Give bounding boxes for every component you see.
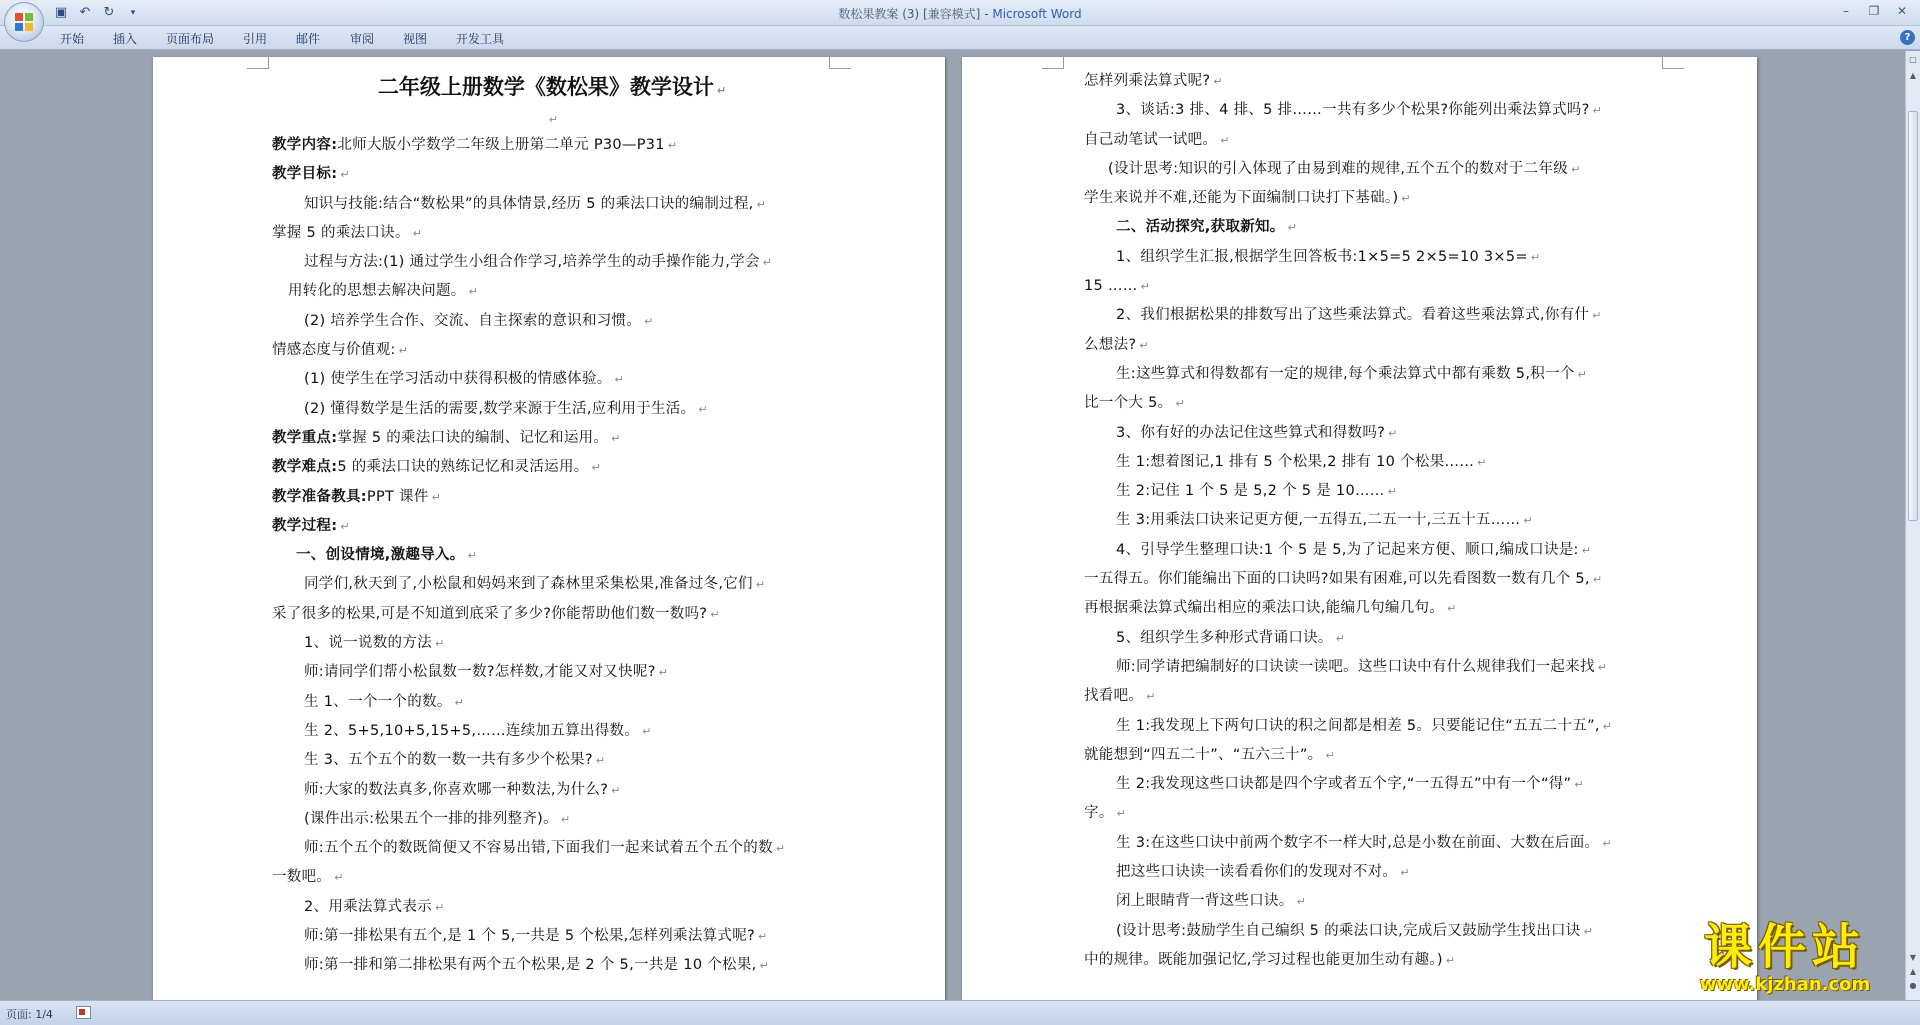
help-icon[interactable]: ?	[1900, 30, 1915, 45]
paragraph-line[interactable]	[1084, 331, 1664, 360]
paragraph-mark-icon: ↵	[1447, 602, 1457, 616]
paragraph-line[interactable]	[272, 131, 832, 160]
paragraph-text: 1、组织学生汇报,根据学生回答板书:1×5=5 2×5=10 3×5=	[1116, 248, 1528, 265]
paragraph-mark-icon: ↵	[1140, 280, 1151, 294]
proofing-icon[interactable]	[76, 1006, 91, 1019]
paragraph-mark-icon: ↵	[698, 402, 708, 416]
crop-mark	[829, 57, 851, 69]
paragraph-text: 5、组织学生多种形式背诵口诀。	[1116, 629, 1333, 646]
paragraph-line[interactable]	[272, 453, 832, 482]
paragraph-mark-icon: ↵	[1335, 631, 1346, 645]
office-button[interactable]	[4, 2, 44, 42]
app-name: Microsoft Word	[992, 7, 1082, 21]
undo-icon[interactable]: ↶	[79, 5, 91, 20]
paragraph-mark-icon: ↵	[1571, 162, 1581, 176]
paragraph-text: 师:第一排松果有五个,是 1 个 5,一共是 5 个松果,怎样列乘法算式呢?	[304, 928, 756, 945]
paragraph-line[interactable]	[272, 863, 832, 892]
paragraph-mark-icon: ↵	[1477, 455, 1487, 469]
paragraph-mark-icon: ↵	[431, 490, 442, 504]
tab-page-layout[interactable]: 页面布局	[166, 32, 215, 46]
paragraph-text: 找看吧。	[1084, 688, 1144, 705]
paragraph-line[interactable]	[1084, 946, 1664, 975]
paragraph-line[interactable]	[272, 307, 832, 336]
paragraph-line[interactable]	[272, 688, 832, 717]
paragraph-mark-icon: ↵	[434, 637, 445, 651]
paragraph-text: 就能想到“四五二十”、“五六三十”。	[1084, 746, 1323, 763]
tab-review[interactable]: 审阅	[350, 32, 375, 46]
tab-mailings[interactable]: 邮件	[296, 32, 321, 46]
paragraph-text: 学生来说并不难,还能为下面编制口诀打下基础。)	[1084, 190, 1399, 207]
crop-mark	[247, 57, 269, 69]
paragraph-text: (课件出示:松果五个一排的排列整齐)。	[304, 810, 558, 827]
paragraph-mark-icon: ↵	[1400, 866, 1410, 880]
paragraph-mark-icon: ↵	[644, 314, 654, 328]
page-2-content[interactable]	[1084, 67, 1664, 975]
paragraph-line[interactable]	[1084, 389, 1664, 418]
paragraph-text: 3、你有好的办法记住这些算式和得数吗?	[1116, 424, 1386, 441]
document-heading: 二年级上册数学《数松果》教学设计 ↵	[377, 75, 727, 99]
paragraph-text: 生 1:想着图记,1 排有 5 个松果,2 排有 10 个松果……	[1116, 453, 1475, 470]
paragraph-mark-icon: ↵	[1592, 573, 1603, 587]
paragraph-mark-icon: ↵	[642, 724, 652, 738]
paragraph-text: 生 2、5+5,10+5,15+5,……连续加五算出得数。	[304, 722, 640, 739]
paragraph-line[interactable]	[272, 190, 832, 219]
paragraph-text: PPT 课件	[366, 488, 429, 505]
paragraph-line[interactable]	[272, 483, 832, 512]
paragraph-line[interactable]	[1084, 96, 1664, 125]
section-label: 教学难点:	[272, 459, 338, 476]
paragraph-mark-icon: ↵	[1597, 660, 1608, 674]
paragraph-text: 师:同学请把编制好的口诀读一读吧。这些口诀中有什么规律我们一起来找	[1116, 658, 1595, 675]
paragraph-text: 生 2:记住 1 个 5 是 5,2 个 5 是 10……	[1116, 483, 1385, 500]
paragraph-text: 生 3、五个五个的数一数一共有多少个松果?	[304, 752, 593, 769]
watermark-logo-text: 课件站	[1703, 919, 1866, 975]
paragraph-line[interactable]	[1084, 155, 1664, 184]
paragraph-mark-icon: ↵	[710, 607, 720, 621]
paragraph-mark-icon: ↵	[398, 344, 409, 358]
paragraph-line[interactable]	[272, 922, 832, 951]
paragraph-text: 北师大版小学数学二年级上册第二单元 P30—P31	[337, 137, 665, 153]
paragraph-line[interactable]	[1084, 448, 1664, 477]
paragraph-mark-icon: ↵	[1387, 485, 1398, 499]
crop-mark	[1042, 57, 1064, 69]
title-bar	[0, 0, 1920, 26]
paragraph-line[interactable]	[272, 717, 832, 746]
paragraph-text: 怎样列乘法算式呢?	[1084, 73, 1211, 89]
paragraph-line[interactable]	[1084, 858, 1664, 887]
tab-view[interactable]: 视图	[403, 32, 428, 46]
close-icon[interactable]: ✕	[1896, 4, 1908, 18]
paragraph-line[interactable]	[272, 834, 832, 863]
paragraph-mark-icon: ↵	[1116, 807, 1127, 821]
paragraph-text: 生 3:在这些口诀中前两个数字不一样大时,总是小数在前面、大数在后面。	[1116, 834, 1600, 851]
watermark-url: www.kjzhan.com	[1699, 974, 1871, 995]
paragraph-line[interactable]	[272, 746, 832, 775]
paragraph-line[interactable]	[272, 277, 832, 306]
paragraph-text: 用转化的思想去解决问题。	[288, 283, 466, 300]
paragraph-mark-icon: ↵	[560, 812, 571, 826]
paragraph-text: 师:请同学们帮小松鼠数一数?怎样数,才能又对又快呢?	[304, 664, 656, 681]
paragraph-text: 2、我们根据松果的排数写出了这些乘法算式。看着这些乘法算式,你有什	[1116, 307, 1590, 324]
paragraph-line[interactable]	[272, 336, 832, 365]
paragraph-text: 情感态度与价值观:	[272, 342, 396, 359]
paragraph-line[interactable]	[1084, 360, 1664, 389]
paragraph-line[interactable]	[1084, 829, 1664, 858]
paragraph-text: 采了很多的松果,可是不知道到底采了多少?你能帮助他们数一数吗?	[272, 605, 708, 622]
paragraph-line[interactable]	[272, 248, 832, 277]
paragraph-text: 掌握 5 的乘法口诀。	[272, 224, 410, 241]
vertical-scrollbar[interactable]	[1905, 51, 1920, 1000]
paragraph-mark-icon: ↵	[334, 871, 344, 885]
paragraph-mark-icon: ↵	[412, 226, 423, 240]
paragraph-text: 一数吧。	[272, 869, 332, 886]
paragraph-line[interactable]	[1084, 67, 1664, 96]
paragraph-mark-icon: ↵	[468, 285, 479, 299]
paragraph-mark-icon: ↵	[611, 431, 621, 445]
paragraph-mark-icon: ↵	[1287, 221, 1298, 235]
minimize-icon[interactable]: –	[1843, 4, 1849, 18]
paragraph-line[interactable]	[1084, 565, 1664, 594]
paragraph-line[interactable]	[272, 629, 832, 658]
page-indicator[interactable]: 页面: 1/4	[6, 1008, 53, 1021]
paragraph-mark-icon: ↵	[755, 578, 766, 592]
ribbon-tabs	[0, 26, 1920, 50]
paragraph-text: 中的规律。既能加强记忆,学习过程也能更加生动有趣。)	[1084, 951, 1443, 968]
paragraph-text: 15 ……	[1084, 278, 1138, 295]
paragraph-line[interactable]	[272, 512, 832, 541]
previous-page-icon[interactable]: ▲	[1909, 967, 1917, 976]
paragraph-line[interactable]	[272, 160, 832, 189]
paragraph-mark-icon: ↵	[756, 197, 767, 211]
paragraph-mark-icon: ↵	[1602, 836, 1612, 850]
paragraph-text: 5 的乘法口诀的熟练记忆和灵活运用。	[337, 459, 589, 476]
paragraph-line[interactable]	[272, 541, 832, 570]
paragraph-line[interactable]	[1084, 770, 1664, 799]
paragraph-text: 过程与方法:(1) 通过学生小组合作学习,培养学生的动手操作能力,学会	[304, 254, 760, 271]
paragraph-line[interactable]	[1084, 243, 1664, 272]
paragraph-text: 一五得五。你们能编出下面的口诀吗?如果有困难,可以先看图数一数有几个 5,	[1084, 571, 1590, 588]
paragraph-text: 掌握 5 的乘法口诀的编制、记忆和运用。	[337, 429, 609, 446]
section-label: 教学准备教具:	[272, 488, 367, 505]
paragraph-text: (2) 懂得数学是生活的需要,数学来源于生活,应利用于生活。	[304, 400, 696, 417]
paragraph-line[interactable]	[1084, 477, 1664, 506]
office-logo-icon	[15, 13, 34, 32]
paragraph-text: 生 1、一个一个的数。	[304, 693, 452, 710]
paragraph-mark-icon: ↵	[1139, 338, 1149, 352]
paragraph-mark-icon: ↵	[340, 168, 350, 182]
paragraph-line[interactable]	[272, 570, 832, 599]
paragraph-line[interactable]	[272, 776, 832, 805]
paragraph-mark-icon: ↵	[1574, 778, 1584, 792]
scroll-up-icon[interactable]: ▲	[1909, 71, 1917, 80]
paragraph-line[interactable]	[1084, 887, 1664, 916]
page-1[interactable]	[153, 57, 945, 1000]
section-label: 教学目标:	[272, 166, 338, 183]
paragraph-mark-icon: ↵	[614, 373, 625, 387]
paragraph-line[interactable]	[1084, 536, 1664, 565]
select-browse-object-icon[interactable]: ●	[1909, 981, 1917, 990]
paragraph-mark-icon: ↵	[595, 754, 606, 768]
page-2[interactable]	[962, 57, 1757, 1000]
paragraph-mark-icon: ↵	[1388, 426, 1398, 440]
paragraph-text: 字。	[1084, 805, 1114, 822]
tab-developer[interactable]: 开发工具	[456, 32, 505, 46]
paragraph-text: 师:五个五个的数既简便又不容易出错,下面我们一起来试着五个五个的数	[304, 840, 773, 857]
paragraph-mark-icon: ↵	[454, 695, 465, 709]
empty-paragraph: ↵	[548, 113, 559, 126]
paragraph-text: 1、说一说数的方法	[304, 635, 432, 652]
restore-icon[interactable]: ❐	[1868, 4, 1880, 18]
paragraph-mark-icon: ↵	[1592, 104, 1603, 118]
document-area[interactable]	[0, 51, 1905, 1000]
paragraph-text: 4、引导学生整理口诀:1 个 5 是 5,为了记起来方便、顺口,编成口诀是:	[1116, 541, 1579, 558]
window-title	[0, 5, 1920, 22]
paragraph-mark-icon: ↵	[658, 666, 669, 680]
paragraph-line[interactable]	[1084, 653, 1664, 682]
paragraph-line[interactable]	[272, 893, 832, 922]
paragraph-line[interactable]	[1084, 741, 1664, 770]
section-label: 教学重点:	[272, 429, 338, 446]
page-1-content[interactable]	[272, 67, 832, 981]
paragraph-line[interactable]	[1084, 301, 1664, 330]
document-title: 数松果教案 (3) [兼容模式]	[838, 7, 981, 21]
paragraph-mark-icon: ↵	[1445, 953, 1456, 967]
paragraph-mark-icon: ↵	[1530, 250, 1541, 264]
section-label: 二、活动探究,获取新知。	[1116, 219, 1285, 236]
paragraph-line[interactable]	[1084, 419, 1664, 448]
paragraph-line[interactable]	[272, 805, 832, 834]
paragraph-mark-icon: ↵	[1325, 748, 1335, 762]
paragraph-line[interactable]	[272, 951, 832, 980]
paragraph-mark-icon: ↵	[775, 842, 786, 856]
paragraph-mark-icon: ↵	[667, 139, 678, 152]
paragraph-mark-icon: ↵	[1175, 397, 1185, 411]
crop-mark	[1662, 57, 1684, 69]
paragraph-mark-icon: ↵	[759, 959, 770, 973]
title-separator: -	[980, 7, 993, 21]
paragraph-mark-icon: ↵	[1577, 367, 1588, 381]
paragraph-line[interactable]	[272, 365, 832, 394]
tab-insert[interactable]: 插入	[113, 32, 138, 46]
paragraph-mark-icon: ↵	[1523, 514, 1533, 528]
paragraph-text: 自己动笔试一试吧。	[1084, 131, 1218, 148]
paragraph-text: 把这些口诀读一读看看你们的发现对不对。	[1116, 864, 1398, 881]
section-label: 一、创设情境,激趣导入。	[296, 547, 465, 564]
paragraph-line[interactable]	[272, 658, 832, 687]
window-controls	[1834, 2, 1914, 20]
paragraph-line[interactable]	[272, 219, 832, 248]
paragraph-mark-icon: ↵	[762, 256, 773, 270]
scrollbar-thumb[interactable]	[1908, 111, 1918, 521]
paragraph-line[interactable]	[272, 424, 832, 453]
paragraph-mark-icon: ↵	[467, 549, 478, 563]
tab-home[interactable]: 开始	[60, 32, 85, 46]
paragraph-mark-icon: ↵	[1583, 924, 1594, 938]
paragraph-mark-icon: ↵	[1592, 309, 1602, 323]
paragraph-text: 同学们,秋天到了,小松鼠和妈妈来到了森林里采集松果,准备过冬,它们	[304, 576, 753, 593]
paragraph-text: 生 1:我发现上下两句口诀的积之间都是相差 5。只要能记住“五五二十五”,	[1116, 717, 1600, 734]
paragraph-text: 师:大家的数法真多,你喜欢哪一种数法,为什么?	[304, 781, 609, 798]
section-label: 教学内容:	[272, 137, 338, 153]
paragraph-text: 比一个大 5。	[1084, 395, 1173, 412]
scroll-down-icon[interactable]: ▼	[1909, 953, 1917, 962]
paragraph-text: 师:第一排和第二排松果有两个五个松果,是 2 个 5,一共是 10 个松果,	[304, 957, 757, 974]
paragraph-line[interactable]	[1084, 594, 1664, 623]
paragraph-mark-icon: ↵	[434, 900, 445, 914]
paragraph-line[interactable]	[1084, 184, 1664, 213]
paragraph-line[interactable]	[1084, 917, 1664, 946]
paragraph-line[interactable]	[1084, 712, 1664, 741]
redo-icon[interactable]: ↻	[103, 5, 115, 20]
paragraph-text: 闭上眼睛背一背这些口诀。	[1116, 893, 1294, 910]
paragraph-mark-icon: ↵	[611, 783, 621, 797]
paragraph-mark-icon: ↵	[1581, 543, 1592, 557]
paragraph-line[interactable]	[1084, 624, 1664, 653]
paragraph-mark-icon: ↵	[1146, 690, 1156, 704]
paragraph-line[interactable]	[272, 600, 832, 629]
paragraph-text: 生 2:我发现这些口诀都是四个字或者五个字,“一五得五”中有一个“得”	[1116, 776, 1572, 793]
status-bar	[0, 1000, 1920, 1025]
tab-references[interactable]: 引用	[243, 32, 268, 46]
paragraph-line[interactable]	[1084, 506, 1664, 535]
paragraph-line[interactable]	[1084, 799, 1664, 828]
paragraph-line[interactable]	[272, 395, 832, 424]
paragraph-mark-icon: ↵	[758, 930, 768, 944]
paragraph-mark-icon: ↵	[591, 461, 602, 475]
paragraph-mark-icon: ↵	[1296, 895, 1307, 909]
paragraph-mark-icon: ↵	[340, 519, 350, 533]
paragraph-text: 3、谈话:3 排、4 排、5 排……一共有多少个松果?你能列出乘法算式吗?	[1116, 102, 1590, 119]
paragraph-text: 2、用乘法算式表示	[304, 898, 432, 915]
paragraph-line[interactable]	[1084, 126, 1664, 155]
paragraph-line[interactable]	[1084, 272, 1664, 301]
paragraph-text: (2) 培养学生合作、交流、自主探索的意识和习惯。	[304, 312, 642, 329]
paragraph-text: 知识与技能:结合“数松果”的具体情景,经历 5 的乘法口诀的编制过程,	[304, 195, 754, 212]
ruler-toggle-icon[interactable]: □	[1909, 55, 1917, 64]
paragraph-mark-icon: ↵	[1220, 133, 1230, 147]
paragraph-mark-icon: ↵	[1401, 192, 1411, 206]
paragraph-text: 么想法?	[1084, 336, 1137, 353]
paragraph-text: (设计思考:鼓励学生自己编织 5 的乘法口诀,完成后又鼓励学生找出口诀	[1116, 922, 1581, 939]
save-icon[interactable]: ▣	[54, 5, 68, 20]
paragraph-text: 生:这些算式和得数都有一定的规律,每个乘法算式中都有乘数 5,积一个	[1116, 365, 1575, 382]
paragraph-text: (设计思考:知识的引入体现了由易到难的规律,五个五个的数对于二年级	[1108, 160, 1569, 177]
paragraph-text: (1) 使学生在学习活动中获得积极的情感体验。	[304, 371, 612, 388]
watermark	[1660, 920, 1910, 996]
section-label: 教学过程:	[272, 517, 338, 534]
paragraph-mark-icon: ↵	[1602, 719, 1613, 733]
paragraph-line[interactable]	[1084, 682, 1664, 711]
paragraph-line[interactable]	[1084, 213, 1664, 242]
paragraph-text: 再根据乘法算式编出相应的乘法口诀,能编几句编几句。	[1084, 600, 1445, 617]
customize-qat-icon[interactable]: ▾	[130, 7, 136, 18]
paragraph-text: 生 3:用乘法口诀来记更方便,一五得五,二五一十,三五十五……	[1116, 512, 1521, 529]
paragraph-mark-icon: ↵	[1213, 75, 1223, 88]
